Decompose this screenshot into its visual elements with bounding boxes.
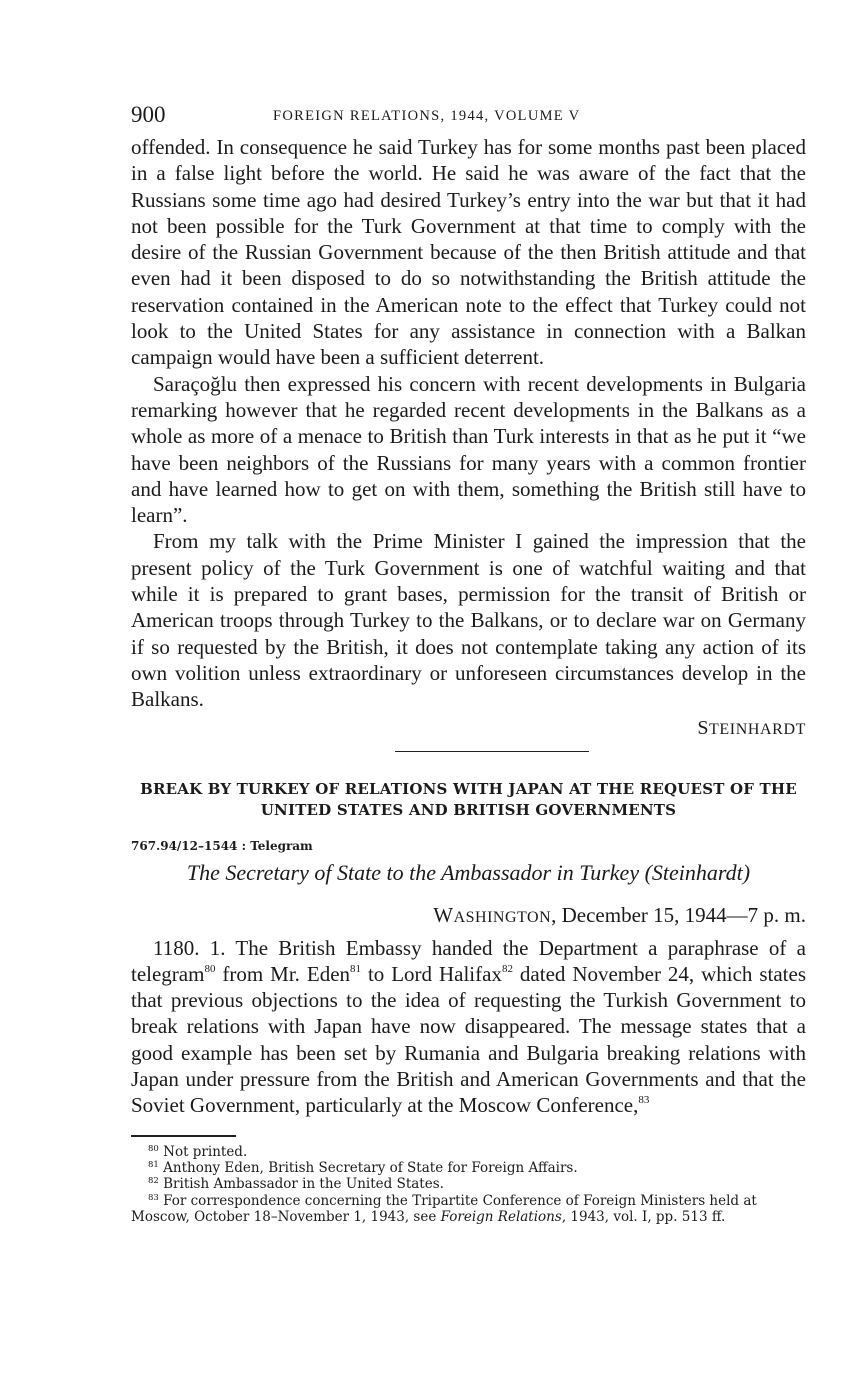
footnote-text: Anthony Eden, British Secretary of State for Foreign Affairs. — [163, 1159, 578, 1176]
file-reference: 767.94/12–1544 : Telegram — [131, 838, 313, 853]
running-head-title: FOREIGN RELATIONS, 1944, VOLUME V — [273, 108, 581, 124]
dateline — [131, 902, 806, 931]
dateline-place — [433, 902, 552, 927]
document-page — [131, 100, 806, 1225]
signature-name — [697, 716, 806, 739]
footnote-text: Not printed. — [163, 1143, 248, 1160]
page-number: 900 — [131, 102, 166, 127]
dateline-date: , December 15, 1944—7 p. m. — [551, 902, 806, 927]
footnote-83 — [131, 1193, 806, 1226]
small-caps-rest: TEINHARDT — [709, 720, 806, 738]
document-title: The Secretary of State to the Ambassador in Turkey (Steinhardt) — [186, 859, 751, 885]
footnote-rule — [131, 1135, 236, 1137]
footnote-number: 80 — [148, 1143, 159, 1154]
telegram-body — [131, 935, 806, 1119]
footnote-80 — [131, 1144, 806, 1160]
footnote-number: 81 — [148, 1159, 159, 1170]
footnote-ref-80[interactable]: 80 — [204, 962, 216, 975]
footnote-text: , 1943, vol. I, pp. 513 ff. — [561, 1208, 726, 1225]
signature — [131, 717, 806, 741]
section-divider — [395, 751, 589, 752]
telegram-text: from Mr. Eden — [215, 961, 351, 986]
footnote-number: 83 — [148, 1192, 159, 1203]
footnote-82 — [131, 1176, 806, 1192]
telegram-text: 1180. 1. The British Embassy handed the Department a paraphrase of a telegram — [131, 935, 806, 986]
small-caps-initial: W — [433, 902, 454, 927]
footnote-ref-83[interactable]: 83 — [638, 1094, 650, 1107]
running-head — [131, 100, 806, 134]
footnote-italic-title: Foreign Relations — [440, 1208, 562, 1225]
footnote-number: 82 — [148, 1176, 159, 1187]
footnote-text: British Ambassador in the United States. — [163, 1176, 444, 1193]
continuation-paragraph: offended. In consequence he said Turkey has for some months past been placed in a false light before the world. He said he was aware of the fact that the Russians some time ago had desired Turkey’s entry into the war but that it had not been possible for the Turk Government at that time to comply with the desire of the Russian Government because of the then British attitude and that even had it been disposed to do so notwithstanding the British attitude the reservation contained in the American note to the effect that Turkey could not look to the United States for any assistance in connection with a Balkan campaign would have been a sufficient deterrent. — [131, 135, 806, 370]
body-paragraph: From my talk with the Prime Minister I gained the impression that the present policy of the Turk Government is one of watchful waiting and that while it is prepared to grant bases, permission for the transit of British or American troops through Turkey to the Balkans, or to declare war on Germany if so requested by the British, it does not contemplate taking any action of its own volition unless extraordinary or unforeseen circumstances develop in the Balkans. — [131, 529, 806, 712]
section-heading: BREAK BY TURKEY OF RELATIONS WITH JAPAN AT THE REQUEST OF THE UNITED STATES AND BRITISH GOVERNMENTS — [140, 779, 797, 819]
telegram-text: to Lord Halifax — [361, 961, 502, 986]
small-caps-initial: S — [697, 716, 710, 739]
footnote-text: For correspondence concerning the Tripartite Conference of Foreign Ministers held at Moscow, October 18–November 1, 1943, see — [131, 1192, 757, 1225]
footnote-ref-82[interactable]: 82 — [501, 962, 513, 975]
document-title-name: Steinhardt — [651, 859, 743, 885]
small-caps-rest: ASHINGTON — [453, 908, 552, 926]
footnote-ref-81[interactable]: 81 — [350, 962, 362, 975]
document-title-text: The Secretary of State to the Ambassador in Turkey — [186, 859, 640, 885]
footnote-81 — [131, 1160, 806, 1176]
footnotes — [131, 1144, 806, 1225]
body-paragraph: Saraçoğlu then expressed his concern with recent developments in Bulgaria remarking however that he regarded recent developments in the Balkans as a whole as more of a menace to British than Turk interests in that as he put it “we have been neighbors of the Russians for many years with a common frontier and have learned how to get on with them, something the British still have to learn”. — [131, 371, 806, 528]
telegram-text: dated November 24, which states that previous objections to the idea of requesting the Turkish Government to break relations with Japan have now disappeared. The message states that a good example has been set by Rumania and Bulgaria breaking relations with Japan under pressure from the British and American Governments and that the Soviet Government, particularly at the Moscow Conference, — [131, 961, 807, 1118]
